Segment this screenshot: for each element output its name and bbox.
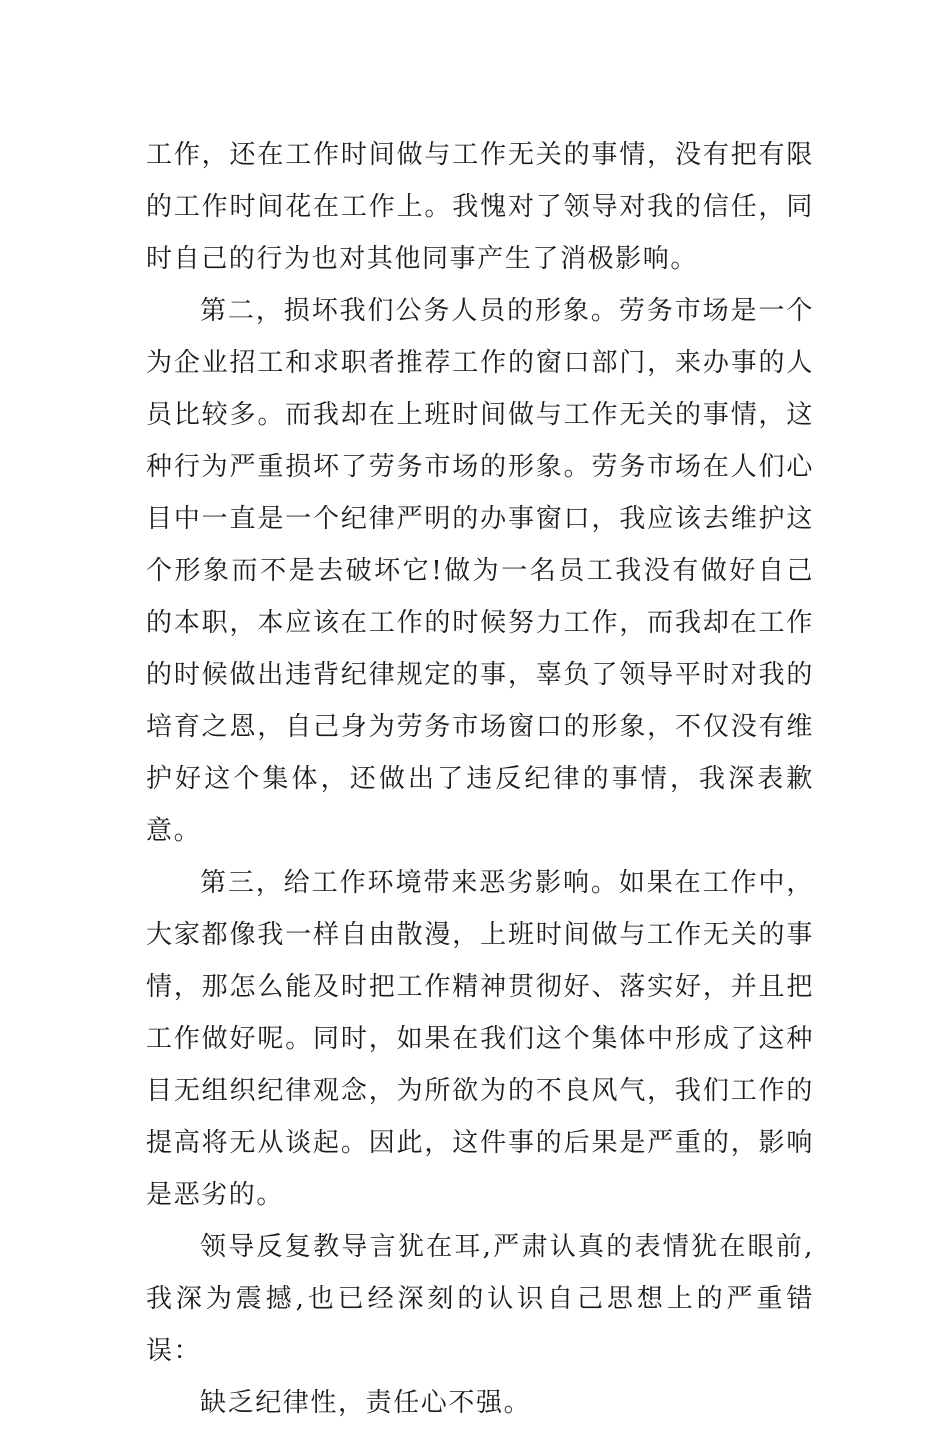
paragraph-intro-continuation: 工作，还在工作时间做与工作无关的事情，没有把有限的工作时间花在工作上。我愧对了领导对我的信任，同时自己的行为也对其他同事产生了消极影响。: [146, 140, 814, 274]
paragraph-leadership-reflection: 领导反复教导言犹在耳,严肃认真的表情犹在眼前,我深为震撼,也已经深刻的认识自己思想上的严重错误：: [146, 1232, 814, 1366]
paragraph-point-three: 第三，给工作环境带来恶劣影响。如果在工作中，大家都像我一样自由散漫，上班时间做与工作无关的事情，那怎么能及时把工作精神贯彻好、落实好，并且把工作做好呢。同时，如果在我们这个集体中形成了这种目无组织纪律观念，为所欲为的不良风气，我们工作的提高将无从谈起。因此，这件事的后果是严重的，影响是恶劣的。: [146, 868, 814, 1210]
paragraph-point-two: 第二，损坏我们公务人员的形象。劳务市场是一个为企业招工和求职者推荐工作的窗口部门，来办事的人员比较多。而我却在上班时间做与工作无关的事情，这种行为严重损坏了劳务市场的形象。劳务市场在人们心目中一直是一个纪律严明的办事窗口，我应该去维护这个形象而不是去破坏它!做为一名员工我没有做好自己的本职，本应该在工作的时候努力工作，而我却在工作的时候做出违背纪律规定的事，辜负了领导平时对我的培育之恩，自己身为劳务市场窗口的形象，不仅没有维护好这个集体，还做出了违反纪律的事情，我深表歉意。: [146, 296, 814, 846]
paragraph-error-item: 缺乏纪律性，责任心不强。: [200, 1388, 532, 1418]
document-body: [146, 129, 814, 1429]
